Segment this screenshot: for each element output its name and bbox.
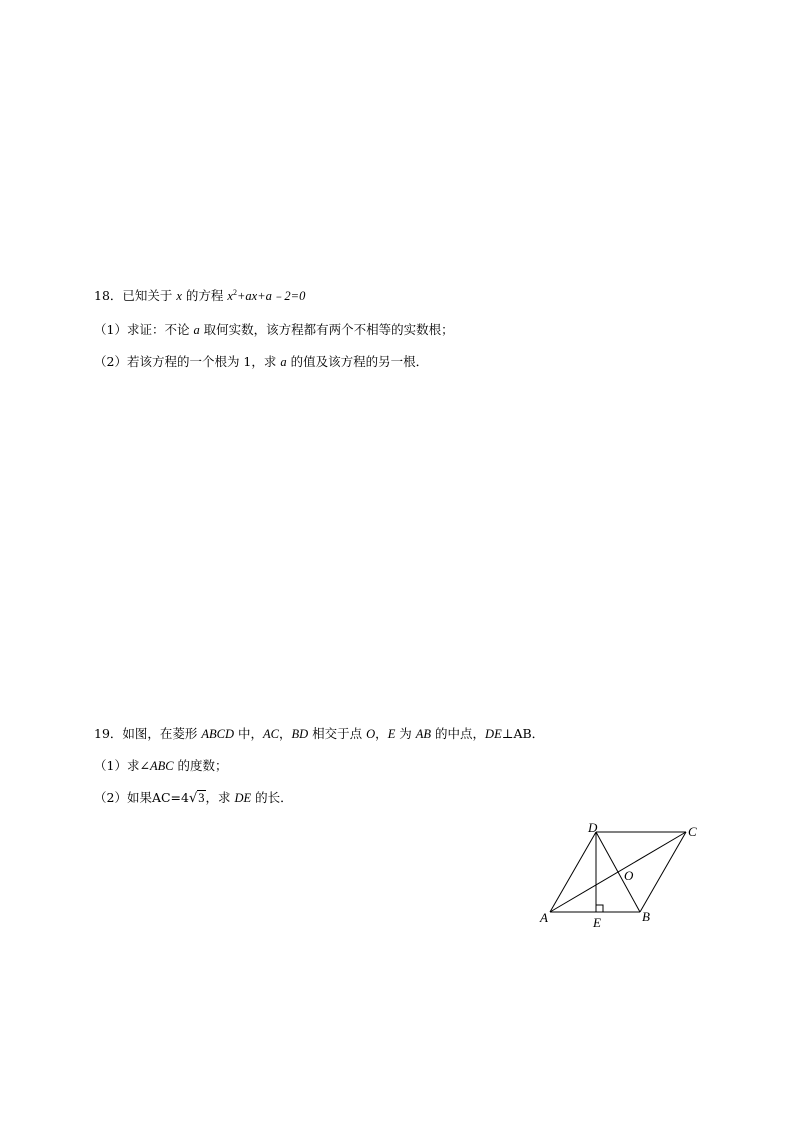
side-da [550,832,596,912]
q19-stem-a: 如图，在菱形 [122,726,202,741]
right-angle-mark [596,905,603,912]
diagonal-bd [596,832,640,912]
q18-stem [94,288,305,304]
q18-part2-var: a [280,355,287,369]
q19-comma1: ， [279,726,292,741]
q19-stem-e: 的中点， [431,726,486,741]
rhombus-figure [530,818,710,930]
q19-ac: AC [263,727,279,741]
q19-comma2: ， [375,726,388,741]
q18-eq-x: x [227,289,233,303]
q18-equation [227,289,305,303]
q18-part2-pre: （2）若该方程的一个根为 1，求 [94,354,281,369]
side-bc [640,832,686,912]
q19-stem-f: ⊥AB． [501,726,545,741]
sqrt-argument: 3 [198,791,205,805]
q19-de: DE [485,727,502,741]
q18-stem-post: 的方程 [181,288,228,303]
q19-part2-post: 的长． [251,790,293,805]
q19-part1-pre: （1）求∠ [94,758,150,773]
q19-bd: BD [291,727,309,741]
q18-var-x: x [176,289,182,303]
q19-stem-b: 中， [234,726,264,741]
q19-part1-post: 的度数； [173,758,228,773]
q18-eq-exp: 2 [232,288,237,297]
q19-stem [94,726,544,742]
q19-stem-c: 相交于点 [308,726,367,741]
q19-abcd: ABCD [201,727,235,741]
q19-number: 19． [94,726,123,741]
q19-part2-pre: （2）如果AC=4 [94,790,189,805]
q18-part2-post: 的值及该方程的另一根． [286,354,429,369]
q19-e: E [387,727,396,741]
sqrt-symbol [189,790,206,807]
q18-eq-rest: +ax+a﹣2=0 [236,289,306,303]
q19-part1 [94,758,228,774]
label-b: B [642,909,650,924]
q18-part2 [94,354,428,370]
q18-part1 [94,322,454,338]
label-e: E [593,915,601,930]
q19-stem-d: 为 [395,726,416,741]
q18-part1-post: 取何实数，该方程都有两个不相等的实数根； [199,322,454,337]
q19-o: O [366,727,376,741]
radical-sign: √ [188,791,198,806]
q19-part2-mid: ，求 [205,790,235,805]
q19-part2 [94,790,293,807]
q19-part2-var: DE [234,791,252,805]
q19-part1-var: ABC [149,759,174,773]
q18-stem-pre: 已知关于 [122,288,177,303]
label-a: A [540,910,548,925]
label-d: D [588,820,598,835]
label-c: C [688,824,697,839]
q18-part1-pre: （1）求证：不论 [94,322,194,337]
q18-part1-var: a [193,323,200,337]
q18-number: 18． [94,288,123,303]
q19-ab: AB [415,727,432,741]
label-o: O [624,868,634,883]
